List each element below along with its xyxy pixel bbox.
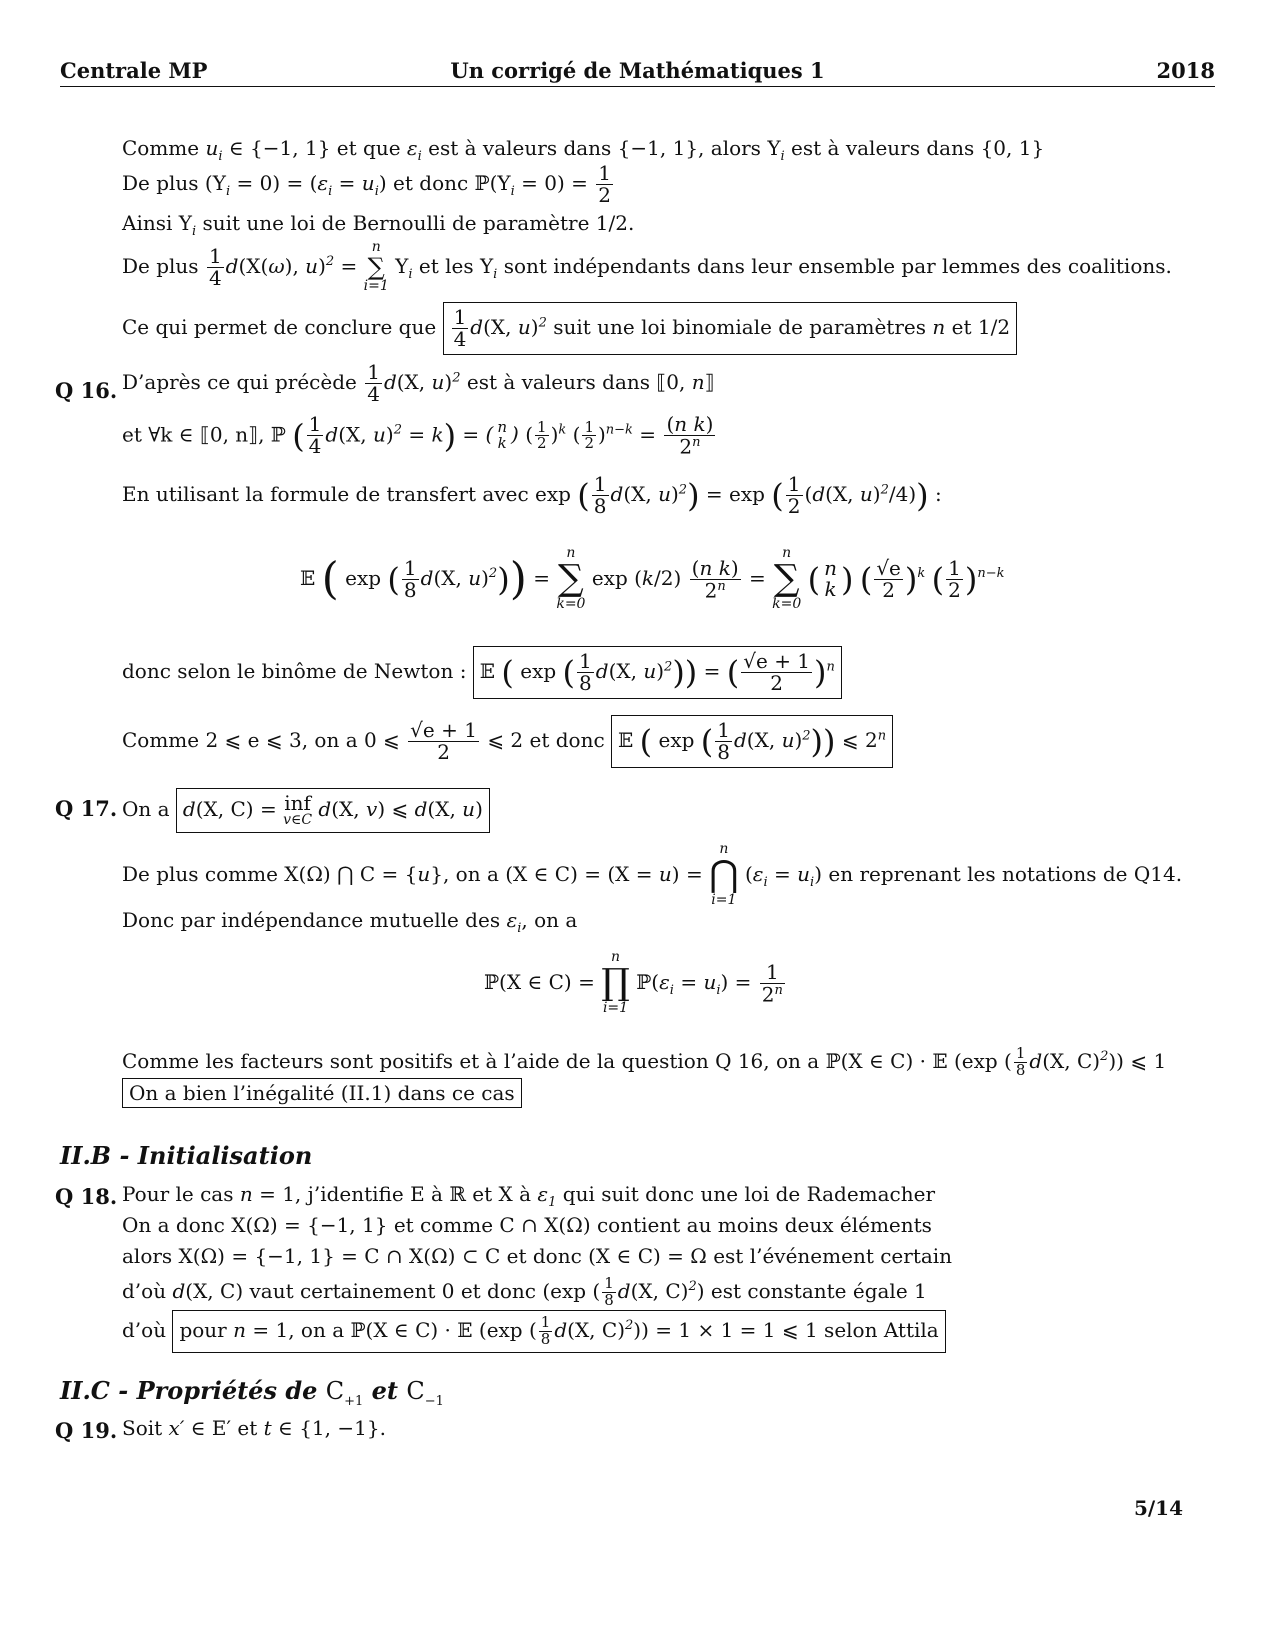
q18-line-2: On a donc X(Ω) = {−1, 1} et comme C ∩ X(Ω) contient au moins deux éléments [122,1213,932,1237]
q18-label: Q 18. [55,1184,118,1209]
q17-label: Q 17. [55,796,118,821]
q17-display-product: ℙ(X ∈ C) = n ∏ i=1 $ℙ(\varepsilon_i = u_i)$ = $\frac{1}{2^n}$ [484,949,783,1017]
section-title-initialisation: II.B - Initialisation [60,1141,313,1170]
q18-line-1: Pour le cas n = 1, j’identifie E à ℝ et X à $\varepsilon_1$ qui suit donc une loi de Rademacher [122,1182,936,1210]
q17-line-2: De plus comme X(Ω) ⋂ C = {u}, on a (X ∈ C) = (X = u) = n ⋂ i=1 $(\varepsilon_i = u_i)$ en reprenant les notations de Q14. [122,841,1183,909]
q18-result-box: pour n = 1, on a ℙ(X ∈ C) · 𝔼 (exp ( $\frac{1}{8}$ d(X, C)$^2$)) = 1 × 1 = 1 ⩽ 1 selon Attila [172,1310,945,1353]
q15-line-5: Ce qui permet de conclure que $\frac{1}{4}$ d(X, u)$^2$ suit une loi binomiale de paramètres n et 1/2 [122,302,1017,355]
q19-line-1: Soit x′ ∈ E′ et t ∈ {1, −1}. [122,1416,386,1440]
q16-newton-box: 𝔼 ( exp ( $\frac{1}{8}$ d(X, u)$^2$)) = ( $\frac{√e + 1}{2}$ )$^n$ [473,646,842,699]
q17-inf-box: d(X, C) = inf v∈C d(X, v) ⩽ d(X, u) [176,788,490,833]
q17-conclusion-box: On a bien l’inégalité (II.1) dans ce cas [122,1078,522,1108]
q17-line-6 [122,1078,522,1108]
q15-line-2: De plus $(Y_i = 0) = (\varepsilon_i = u_i)$ et donc $ℙ(Y_i = 0)$ = $\frac{1}{2}$ [122,161,611,207]
q16-display-expectation: 𝔼 ( exp ( $\frac{1}{8}$ d(X, u)$^2$)) = n ∑ k=0 exp (k/2) $\frac{\text{(n k)}}{2^n}$ = n ∑ k=0 ( n k ) ( $\frac{√e}{2}$ )$^k$ ( $\frac{1}{2}$ )$^{n-k}$ [300,545,1005,613]
q15-result-box: $\frac{1}{4}$ d(X, u)$^2$ suit une loi binomiale de paramètres n et 1/2 [443,302,1017,355]
q16-line-1: D’après ce qui précède $\frac{1}{4}$ d(X, u)$^2$ est à valeurs dans ⟦0, n⟧ [122,360,715,406]
q16-line-2: et ∀k ∈ ⟦0, n⟧, ℙ ( $\frac{1}{4}$ d(X, u)$^2$ = k) = ( n k ) ( $\frac{1}{2}$ )$^k$ ( $\frac{1}{2}$ )$^{n-k}$ = $\frac{\text{(n k)}}{2^n}$ [122,412,714,459]
q16-bound-box: 𝔼 ( exp ( $\frac{1}{8}$ d(X, u)$^2$)) ⩽ 2$^n$ [611,715,893,768]
q16-label: Q 16. [55,378,118,403]
header-left: Centrale MP [60,58,208,83]
q16-line-3: En utilisant la formule de transfert avec exp ( $\frac{1}{8}$ d(X, u)$^2$) = exp ( $\frac{1}{2}$ (d(X, u)$^2$/4)) : [122,472,942,518]
q18-line-3: alors X(Ω) = {−1, 1} = C ∩ X(Ω) ⊂ C et donc (X ∈ C) = Ω est l’événement certain [122,1244,953,1268]
q17-line-3: Donc par indépendance mutuelle des $\varepsilon_i$, on a [122,908,578,936]
q17-line-1: On a d(X, C) = inf v∈C d(X, v) ⩽ d(X, u) [122,788,490,833]
header-title: Un corrigé de Mathématiques 1 [450,58,825,83]
page-header [60,52,1215,87]
q16-line-6: Comme 2 ⩽ e ⩽ 3, on a 0 ⩽ $\frac{√e + 1}{2}$ ⩽ 2 et donc 𝔼 ( exp ( $\frac{1}{8}$ d(X, u)$^2$)) ⩽ 2$^n$ [122,715,893,768]
q16-line-5: donc selon le binôme de Newton : 𝔼 ( exp ( $\frac{1}{8}$ d(X, u)$^2$)) = ( $\frac{√e + 1}{2}$ )$^n$ [122,646,842,699]
q19-label: Q 19. [55,1418,118,1443]
q15-line-3: Ainsi $Y_i$ suit une loi de Bernoulli de paramètre 1/2. [122,211,635,239]
q17-line-5: Comme les facteurs sont positifs et à l’aide de la question Q 16, on a ℙ(X ∈ C) · 𝔼 (exp ( $\frac{1}{8}$ d(X, C)$^2$)) ⩽ 1 [122,1044,1167,1079]
page-number: 5/14 [1133,1496,1183,1520]
q15-line-1: Comme $u_i$ ∈ {−1, 1} et que $\varepsilon_i$ est à valeurs dans {−1, 1}, alors $Y_i$ est à valeurs dans {0, 1} [122,136,1045,164]
q15-line-4: De plus $\frac{1}{4}$ d(X(ω), u)$^2$ = n ∑ i=1 $Y_i$ et les $Y_i$ sont indépendants dans leur ensemble par lemmes des coalitions. [122,239,1172,295]
header-year: 2018 [1156,58,1215,83]
section-title-properties: II.C - Propriétés de $C_{+1}$ et $C_{-1}$ [60,1376,444,1409]
q18-line-5: d’où pour n = 1, on a ℙ(X ∈ C) · 𝔼 (exp ( $\frac{1}{8}$ d(X, C)$^2$)) = 1 × 1 = 1 ⩽ 1 selon Attila [122,1310,946,1353]
q18-line-4: d’où d(X, C) vaut certainement 0 et donc (exp ( $\frac{1}{8}$ d(X, C)$^2$) est constante égale 1 [122,1274,927,1309]
